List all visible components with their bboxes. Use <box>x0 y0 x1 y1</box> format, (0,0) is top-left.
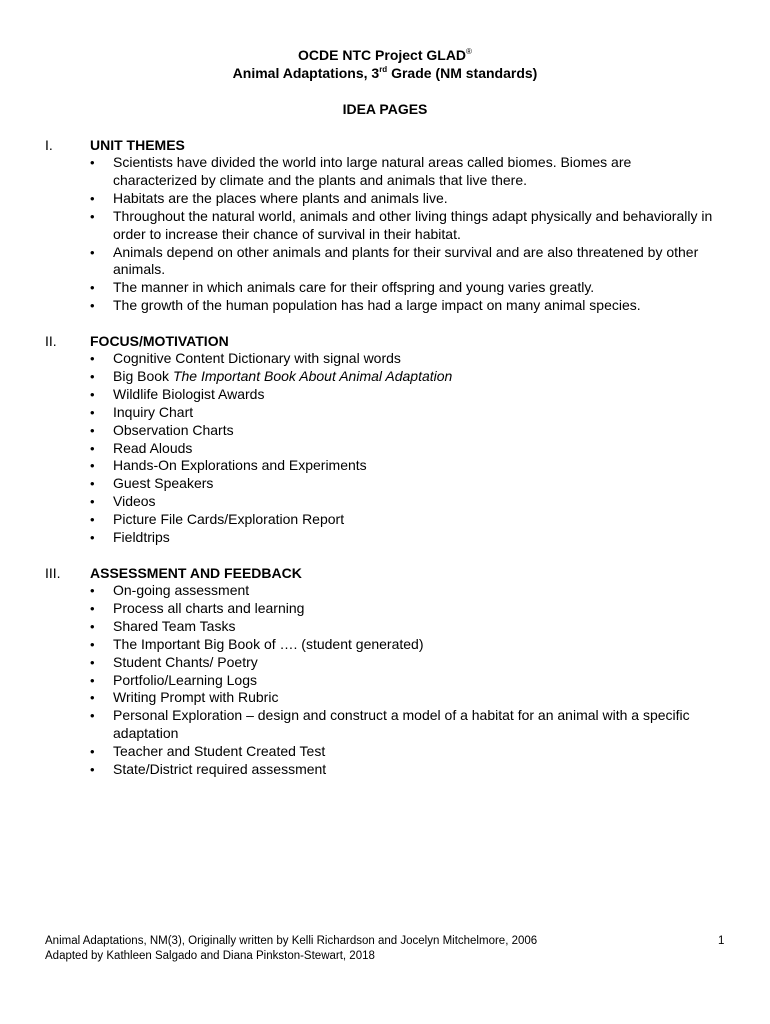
list-item: • Teacher and Student Created Test <box>90 743 326 760</box>
bullet-icon: • <box>90 476 95 492</box>
section-numeral: II. <box>45 333 57 349</box>
assessment-feedback-list <box>90 582 715 779</box>
section-title: UNIT THEMES <box>90 137 185 153</box>
bullet-icon: • <box>90 190 95 206</box>
bullet-icon: • <box>90 672 95 688</box>
list-item: • Habitats are the places where plants and animals live. <box>90 189 448 206</box>
bullet-icon: • <box>90 654 95 670</box>
bullet-icon: • <box>90 440 95 456</box>
list-item: • Personal Exploration – design and construct a model of a habitat for an animal with a specific adaptation <box>90 707 690 742</box>
focus-motivation-list <box>90 350 715 547</box>
list-item: • Shared Team Tasks <box>90 617 236 634</box>
bullet-icon: • <box>90 530 95 546</box>
bullet-icon: • <box>90 458 95 474</box>
bullet-icon: • <box>90 512 95 528</box>
page-footer <box>45 934 537 964</box>
bullet-icon: • <box>90 244 95 260</box>
list-item: • On-going assessment <box>90 582 250 598</box>
bullet-icon: • <box>90 583 95 598</box>
list-item: • The manner in which animals care for their offspring and young varies greatly. <box>90 279 595 296</box>
idea-pages-heading: IDEA PAGES <box>342 101 428 117</box>
bullet-icon: • <box>90 404 95 420</box>
document-subtitle: Animal Adaptations, 3rd Grade (NM standards) <box>232 65 538 81</box>
list-item: • Fieldtrips <box>90 529 170 546</box>
section-title: FOCUS/MOTIVATION <box>90 333 229 349</box>
bullet-icon: • <box>90 744 95 760</box>
bullet-icon: • <box>90 422 95 438</box>
list-item: • Cognitive Content Dictionary with signal words <box>90 350 401 366</box>
list-item: • State/District required assessment <box>90 761 327 778</box>
list-item: • Read Alouds <box>90 439 193 456</box>
bullet-icon: • <box>90 636 95 652</box>
list-item: • Throughout the natural world, animals and other living things adapt physically and behaviorally in order to increase their chance of survival in their habitat. <box>90 207 713 242</box>
bullet-icon: • <box>90 298 95 314</box>
list-item: • Guest Speakers <box>90 475 214 492</box>
list-item: • Wildlife Biologist Awards <box>90 385 265 402</box>
bullet-icon: • <box>90 708 95 724</box>
bullet-icon: • <box>90 280 95 296</box>
list-item: • The Important Big Book of …. (student generated) <box>90 635 424 652</box>
bullet-icon: • <box>90 351 95 366</box>
list-item: • Scientists have divided the world into large natural areas called biomes. Biomes are characterized by climate and the plants and animals that live there. <box>90 154 632 188</box>
registered-mark: ® <box>466 47 472 56</box>
list-item: • The growth of the human population has had a large impact on many animal species. <box>90 297 641 314</box>
section-numeral: III. <box>45 565 61 581</box>
list-item: • Portfolio/Learning Logs <box>90 671 257 688</box>
bullet-icon: • <box>90 386 95 402</box>
list-item: • Observation Charts <box>90 421 234 438</box>
footer-credit-line: Animal Adaptations, NM(3), Originally written by Kelli Richardson and Jocelyn Mitchelmore, 2006 <box>45 935 538 947</box>
footer-adapted-line: Adapted by Kathleen Salgado and Diana Pinkston-Stewart, 2018 <box>45 950 375 962</box>
list-item: • Process all charts and learning <box>90 599 305 616</box>
bullet-icon: • <box>90 762 95 778</box>
bullet-icon: • <box>90 494 95 510</box>
section-title: ASSESSMENT AND FEEDBACK <box>90 565 302 581</box>
page-number: 1 <box>718 935 725 947</box>
bullet-icon: • <box>90 155 95 170</box>
list-item: • Inquiry Chart <box>90 403 194 420</box>
bullet-icon: • <box>90 600 95 616</box>
list-item: • Writing Prompt with Rubric <box>90 689 279 706</box>
list-item: • Hands-On Explorations and Experiments <box>90 457 367 474</box>
list-item: • Videos <box>90 493 156 510</box>
bullet-icon: • <box>90 690 95 706</box>
list-item: • Student Chants/ Poetry <box>90 653 258 670</box>
bullet-icon: • <box>90 618 95 634</box>
list-item: • Animals depend on other animals and plants for their survival and are also threatened by other animals. <box>90 243 699 278</box>
bullet-icon: • <box>90 208 95 224</box>
document-title: OCDE NTC Project GLAD® <box>298 47 472 63</box>
unit-themes-list <box>90 154 715 315</box>
bullet-icon: • <box>90 368 95 384</box>
list-item: • Big Book The Important Book About Animal Adaptation <box>90 367 453 384</box>
big-book-title: The Important Book About Animal Adaptation <box>172 367 453 384</box>
list-item: • Picture File Cards/Exploration Report <box>90 511 345 528</box>
section-numeral: I. <box>45 137 53 153</box>
